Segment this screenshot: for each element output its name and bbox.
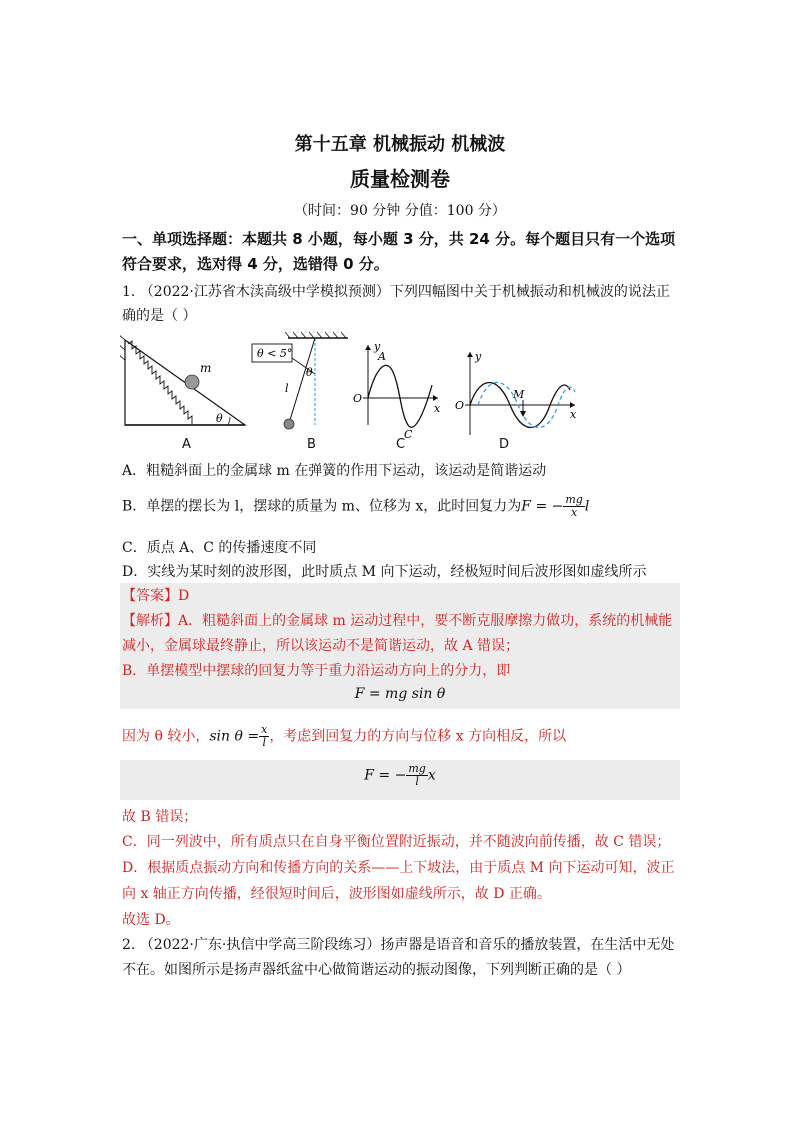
analysis-line5: 故 B 错误； (122, 809, 198, 825)
formula2-right: x (427, 767, 436, 784)
option-b-formula-left: F = − (521, 498, 564, 515)
line4-fraction (259, 724, 269, 749)
d-axis-x: x (570, 408, 577, 421)
c-axis-x: x (434, 402, 441, 415)
formula2-left: F = − (364, 767, 407, 784)
frac-den: x (571, 506, 578, 519)
c-axis-y: y (374, 340, 381, 353)
paper-title: 质量检测卷 (350, 167, 450, 191)
q1-option-d: D．实线为某时刻的波形图，此时质点 M 向下运动，经极短时间后波形图如虚线所示 (122, 564, 647, 580)
length-label: l (285, 382, 289, 395)
q1-conclusion: 故选 D。 (122, 912, 180, 928)
formula2-fraction (406, 763, 427, 788)
analysis-line8: 向 x 轴正方向传播，经很短时间后，波形图如虚线所示，故 D 正确。 (122, 886, 551, 902)
analysis-line1: 【解析】A．粗糙斜面上的金属球 m 运动过程中，要不断克服摩擦力做功，系统的机械能 (122, 613, 673, 629)
frac-num: x (261, 723, 268, 736)
q1-answer: 【答案】D (122, 588, 190, 604)
figure-b-pendulum (252, 332, 348, 429)
line4-pre: 因为 θ 较小， (122, 728, 210, 745)
d-point-m: M (513, 388, 525, 401)
q1-stem-line2: 确的是（ ） (122, 308, 197, 324)
line4-post: ，考虑到回复力的方向与位移 x 方向相反，所以 (269, 728, 567, 745)
analysis-line3: B．单摆模型中摆球的回复力等于重力沿运动方向上的分力，即 (122, 663, 511, 679)
option-b-fraction (563, 494, 584, 519)
c-point-a: A (378, 350, 386, 363)
figure-c-wave (353, 340, 441, 441)
frac-num: mg (408, 762, 426, 775)
c-point-c: C (404, 428, 413, 441)
analysis-line7: D．根据质点振动方向和传播方向的关系——上下坡法，由于质点 M 向下运动可知，波正 (122, 860, 675, 876)
figure-label-a: A (182, 437, 191, 452)
d-origin: O (455, 399, 465, 412)
figure-label-c: C (396, 437, 406, 452)
formula-1: F = mg sin θ (354, 686, 446, 702)
q2-stem-line1: 2. （2022·广东·执信中学高三阶段练习）扬声器是语音和音乐的播放装置，在生活中无处 (122, 937, 675, 953)
metal-ball (185, 375, 199, 389)
line4-sin: sin θ = (209, 728, 260, 745)
section-heading-line1: 一、单项选择题：本题共 8 小题，每小题 3 分，共 24 分。每个题目只有一个选项 (122, 230, 676, 248)
q1-option-b (122, 494, 589, 519)
pendulum-note: θ < 5° (257, 347, 293, 360)
analysis-line4 (122, 724, 566, 749)
c-origin: O (353, 392, 363, 405)
q1-option-c: C．质点 A、C 的传播速度不同 (122, 540, 317, 556)
angle-label-a: θ (216, 412, 223, 425)
mass-label: m (200, 361, 212, 375)
option-b-formula-right: l (584, 498, 590, 515)
figure-label-b: B (307, 437, 316, 452)
frac-num: mg (565, 493, 583, 506)
analysis-line6: C．同一列波中，所有质点只在自身平衡位置附近振动，并不随波向前传播，故 C 错误； (122, 834, 671, 850)
q1-option-a: A．粗糙斜面上的金属球 m 在弹簧的作用下运动，该运动是简谐运动 (122, 463, 547, 479)
option-b-text: B．单摆的摆长为 l，摆球的质量为 m、位移为 x，此时回复力为 (122, 498, 522, 515)
frac-den: l (262, 736, 266, 749)
d-axis-y: y (475, 350, 482, 363)
figure-label-d: D (499, 437, 510, 452)
formula-2 (0, 763, 800, 788)
q1-stem-line1: 1. （2022·江苏省木渎高级中学模拟预测）下列四幅图中关于机械振动和机械波的说法正 (122, 284, 670, 300)
figure-d-wave (455, 350, 577, 435)
figure-a-incline (120, 334, 245, 425)
q2-stem-line2: 不在。如图所示是扬声器纸盆中心做简谐运动的振动图像，下列判断正确的是（ ） (122, 962, 631, 978)
angle-label-b: θ (306, 366, 313, 379)
chapter-title: 第十五章 机械振动 机械波 (294, 134, 506, 155)
frac-den: l (415, 775, 419, 788)
analysis-line2: 减小，金属球最终静止，所以该运动不是简谐运动，故 A 错误； (122, 638, 520, 654)
section-heading-line2: 符合要求，选对得 4 分，选错得 0 分。 (122, 255, 389, 273)
time-info: （时间：90 分钟 分值：100 分） (294, 203, 506, 219)
